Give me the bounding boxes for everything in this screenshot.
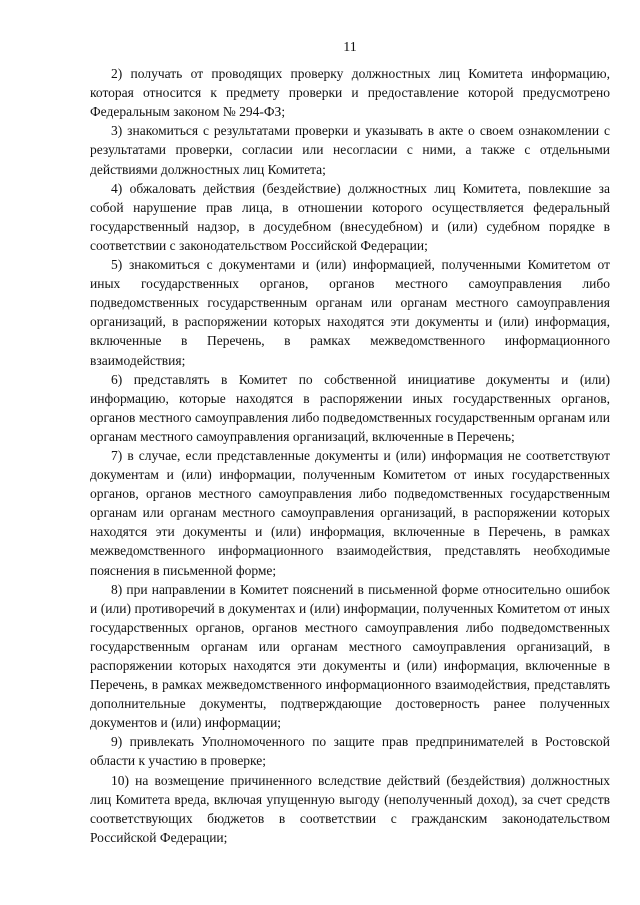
paragraph-item-4: 4) обжаловать действия (бездействие) должностных лиц Комитета, повлекшие за собой нарушение прав лица, в отношении которого осуществляется федеральный государственный надзор, в досудебном (внесудебном) и (или) судебном порядке в соответствии с законодательством Российской Федерации; — [90, 180, 610, 253]
paragraph-item-10: 10) на возмещение причиненного вследствие действий (бездействия) должностных лиц Комитета вреда, включая упущенную выгоду (неполученный доход), за счет средств соответствующих бюджетов в соответствии с гражданским законодательством Российской Федерации; — [90, 772, 610, 845]
paragraph-item-7: 7) в случае, если представленные документы и (или) информация не соответствуют документам и (или) информации, полученным Комитетом от иных государственных органов, органов местного самоуправления либо подведомственных государственным органам или органам местного самоуправления организаций, в распоряжении которых находятся эти документы и (или) информация, включенные в Перечень, в рамках межведомственного информационного взаимодействия, представлять необходимые пояснения в письменной форме; — [90, 447, 610, 578]
paragraph-item-6: 6) представлять в Комитет по собственной инициативе документы и (или) информацию, которые находятся в распоряжении иных государственных органов, органов местного самоуправления либо подведомственных государственным органам или органам местного самоуправления организаций, включенные в Перечень; — [90, 371, 610, 444]
page-number: 11 — [343, 40, 357, 55]
paragraph-item-3: 3) знакомиться с результатами проверки и указывать в акте о своем ознакомлении с результатами проверки, согласии или несогласии с ними, а также с отдельными действиями должностных лиц Комитета; — [90, 123, 610, 177]
paragraph-item-5: 5) знакомиться с документами и (или) информацией, полученными Комитетом от иных государственных органов, органов местного самоуправления либо подведомственных государственным органам или органам местного самоуправления организаций, в распоряжении которых находятся эти документы и (или) информация, включенные в Перечень, в рамках межведомственного информационного взаимодействия; — [90, 257, 610, 368]
document-page — [90, 38, 610, 847]
paragraph-item-8: 8) при направлении в Комитет пояснений в письменной форме относительно ошибок и (или) противоречий в документах и (или) информации, полученных Комитетом от иных государственных органов, органов местного самоуправления либо подведомственных государственным органам или органам местного самоуправления организаций, в распоряжении которых находятся эти документы и (или) информация, включенные в Перечень, в рамках межведомственного информационного взаимодействия, представлять дополнительные документы, подтверждающие достоверность ранее полученных документов и (или) информации; — [90, 581, 610, 731]
paragraph-item-2: 2) получать от проводящих проверку должностных лиц Комитета информацию, которая относится к предмету проверки и предоставление которой предусмотрено Федеральным законом № 294-ФЗ; — [90, 66, 610, 120]
paragraph-item-9: 9) привлекать Уполномоченного по защите прав предпринимателей в Ростовской области к участию в проверке; — [90, 734, 610, 769]
